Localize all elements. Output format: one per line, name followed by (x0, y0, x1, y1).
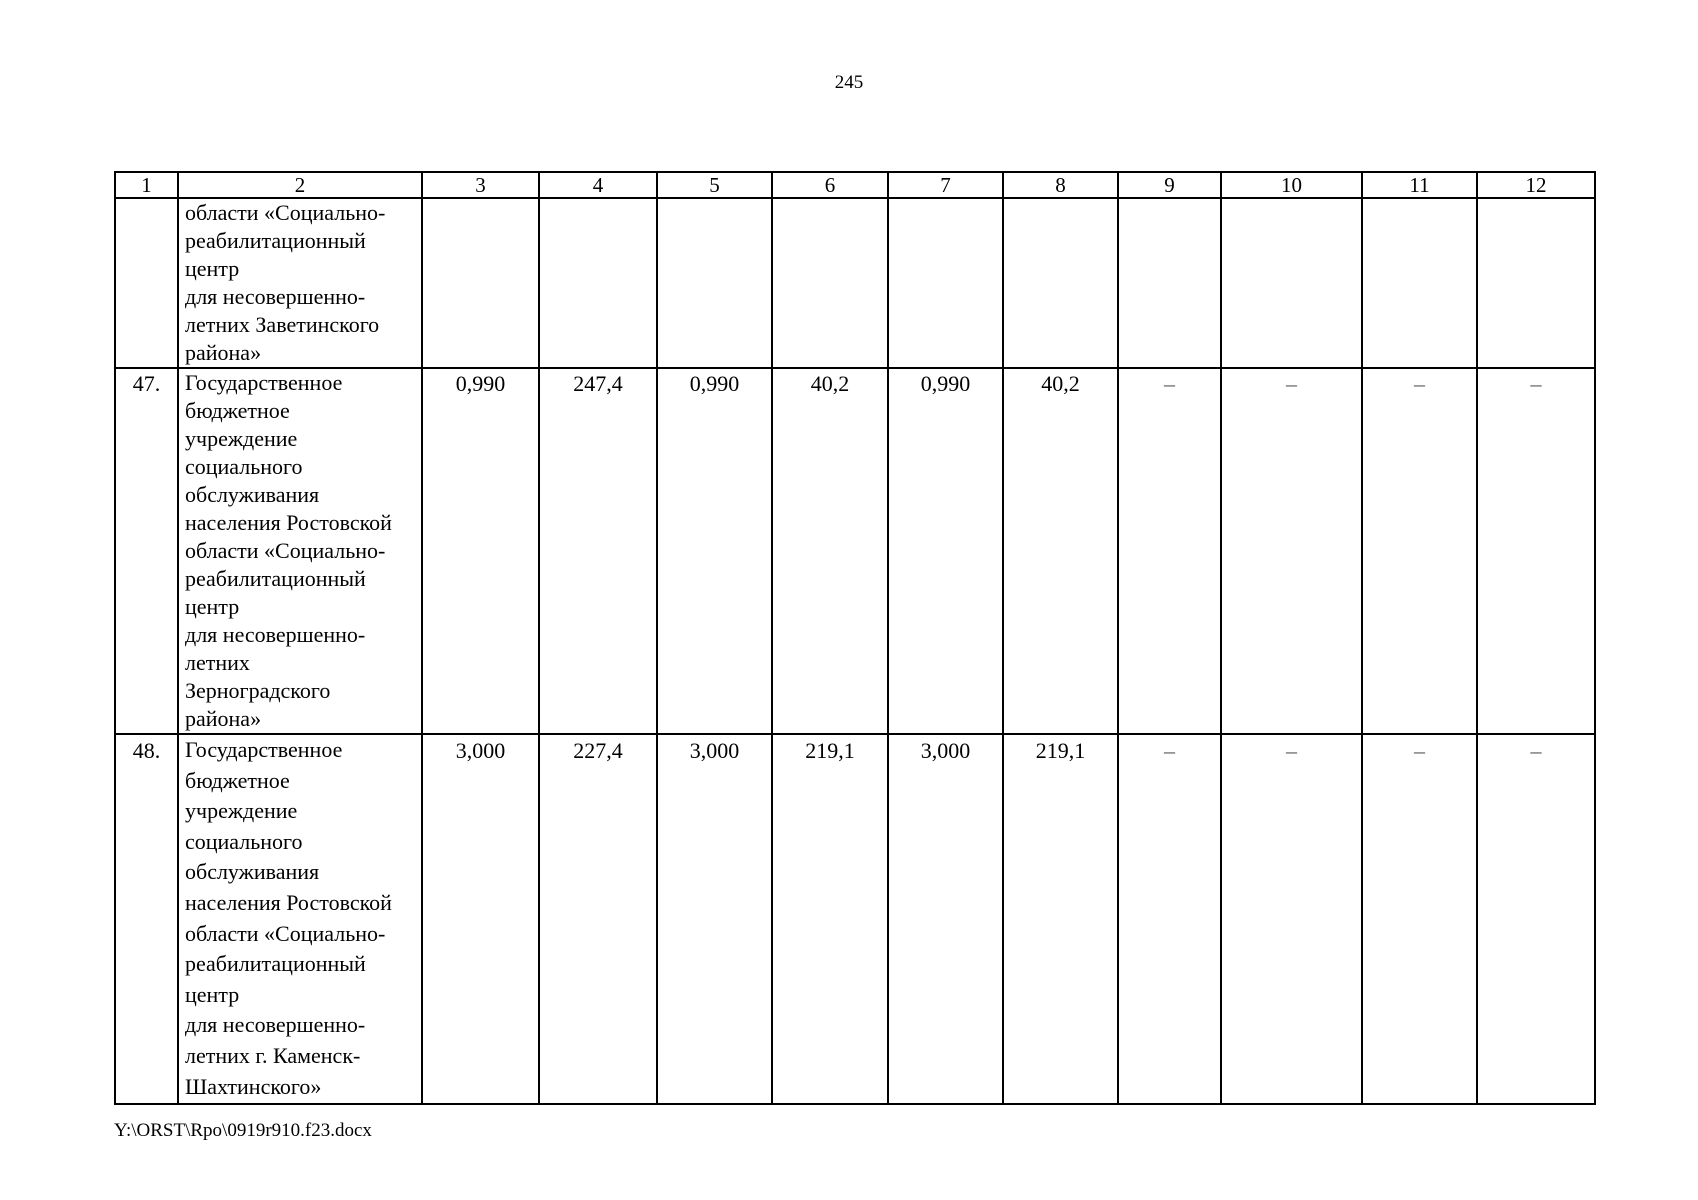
name-line: летних г. Каменск- (185, 1042, 361, 1068)
value-cell (1118, 198, 1221, 368)
name-line: центр (185, 981, 240, 1007)
cell-value: 0,990 (455, 371, 506, 396)
column-header: 12 (1477, 172, 1595, 198)
value-cell (422, 368, 539, 734)
name-line: Зерноградского (185, 678, 331, 703)
name-line: Шахтинского» (185, 1073, 322, 1099)
value-cell (1362, 368, 1477, 734)
column-header: 7 (888, 172, 1003, 198)
value-cell (1221, 368, 1362, 734)
value-cell (1477, 734, 1595, 1104)
cell-value: 0,990 (689, 371, 740, 396)
cell-value: – (1164, 738, 1175, 763)
value-cell (1221, 198, 1362, 368)
row-number-cell (115, 734, 178, 1104)
value-cell (1118, 734, 1221, 1104)
row-number: 48. (132, 738, 161, 763)
value-cell (1477, 198, 1595, 368)
name-line: учреждение (185, 426, 298, 451)
value-cell (422, 734, 539, 1104)
value-cell (1003, 198, 1118, 368)
table-header-row (115, 172, 1595, 198)
value-cell (1362, 734, 1477, 1104)
column-header: 6 (772, 172, 888, 198)
value-cell (772, 198, 888, 368)
name-line: летних (185, 650, 250, 675)
table-row (115, 198, 1595, 368)
cell-value: 219,1 (1035, 738, 1086, 763)
name-line: бюджетное (185, 398, 290, 423)
name-line: области «Социально- (185, 920, 386, 946)
value-cell (1003, 368, 1118, 734)
name-line: учреждение (185, 798, 298, 824)
cell-value: – (1530, 371, 1542, 396)
name-line: социального (185, 828, 303, 854)
cell-value: – (1414, 738, 1425, 763)
value-cell (539, 198, 657, 368)
value-cell (772, 368, 888, 734)
name-line: Государственное (185, 370, 343, 395)
name-line: Государственное (185, 737, 343, 762)
value-cell (1362, 198, 1477, 368)
value-cell (539, 368, 657, 734)
cell-value: 0,990 (920, 371, 971, 396)
row-number-cell (115, 368, 178, 734)
cell-value: 3,000 (920, 738, 971, 763)
cell-value: – (1164, 371, 1175, 396)
value-cell (1118, 368, 1221, 734)
cell-value: – (1414, 371, 1425, 396)
name-line: летних Заветинского (185, 312, 380, 337)
value-cell (1003, 734, 1118, 1104)
cell-value: 40,2 (810, 371, 850, 396)
cell-value: – (1286, 738, 1297, 763)
name-line: населения Ростовской (185, 889, 392, 915)
document-file-path: Y:\ORST\Rpo\0919r910.f23.docx (114, 1120, 372, 1141)
page-number: 245 (834, 72, 864, 93)
name-line: района» (185, 706, 262, 731)
column-header: 1 (115, 172, 178, 198)
column-header: 2 (178, 172, 422, 198)
value-cell (657, 734, 772, 1104)
value-cell (888, 734, 1003, 1104)
name-line: обслуживания (185, 859, 320, 885)
name-line: реабилитационный (185, 951, 366, 977)
cell-value: – (1530, 738, 1542, 763)
name-line: области «Социально- (185, 538, 386, 563)
value-cell (1221, 734, 1362, 1104)
value-cell (539, 734, 657, 1104)
table-row (115, 368, 1595, 734)
row-number-cell (115, 198, 178, 368)
cell-value: 3,000 (689, 738, 740, 763)
value-cell (888, 198, 1003, 368)
data-table (114, 171, 1596, 1105)
column-header: 8 (1003, 172, 1118, 198)
institution-name-cell (178, 198, 422, 368)
cell-value: 40,2 (1041, 371, 1080, 396)
name-line: для несовершенно- (185, 284, 366, 309)
column-header: 3 (422, 172, 539, 198)
name-line: района» (185, 340, 262, 365)
row-number: 47. (132, 371, 161, 396)
cell-value: 219,1 (805, 738, 855, 763)
cell-value: 247,4 (573, 371, 623, 396)
column-header: 5 (657, 172, 772, 198)
name-line: для несовершенно- (185, 1012, 366, 1038)
name-line: обслуживания (185, 482, 320, 507)
column-header: 9 (1118, 172, 1221, 198)
name-line: области «Социально- (185, 200, 386, 225)
institution-name-cell (178, 368, 422, 734)
name-line: центр (185, 594, 240, 619)
name-line: для несовершенно- (185, 622, 366, 647)
table-row (115, 734, 1595, 1104)
name-line: бюджетное (185, 767, 290, 793)
column-header: 11 (1362, 172, 1477, 198)
name-line: реабилитационный (185, 566, 366, 591)
value-cell (657, 368, 772, 734)
name-line: реабилитационный (185, 228, 366, 253)
institution-name-cell (178, 734, 422, 1104)
column-header: 4 (539, 172, 657, 198)
value-cell (1477, 368, 1595, 734)
value-cell (422, 198, 539, 368)
name-line: населения Ростовской (185, 510, 392, 535)
name-line: социального (185, 454, 303, 479)
value-cell (772, 734, 888, 1104)
value-cell (888, 368, 1003, 734)
cell-value: 227,4 (573, 738, 623, 763)
name-line: центр (185, 256, 240, 281)
value-cell (657, 198, 772, 368)
cell-value: 3,000 (455, 738, 506, 763)
cell-value: – (1286, 371, 1297, 396)
column-header: 10 (1221, 172, 1362, 198)
